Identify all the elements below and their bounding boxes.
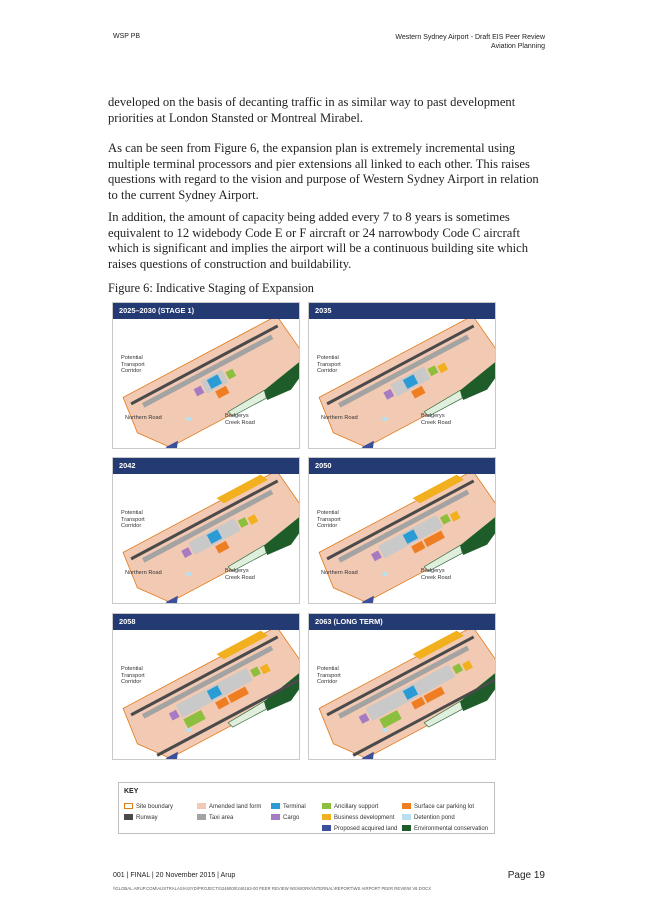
key-item [322, 825, 397, 833]
northern-road-label: Northern Road [125, 570, 162, 576]
footer-left: 001 | FINAL | 20 November 2015 | Arup [113, 872, 236, 879]
legend-label: Detention pond [414, 815, 455, 821]
northern-road-label: Northern Road [321, 570, 358, 576]
stage-title: 2063 (LONG TERM) [309, 614, 495, 630]
legend-label: Terminal [283, 804, 306, 810]
legend-swatch [271, 803, 280, 809]
key-item [322, 803, 378, 811]
legend-swatch [402, 825, 411, 831]
legend-label: Taxi area [209, 815, 234, 821]
figure-caption: Figure 6: Indicative Staging of Expansion [108, 281, 314, 295]
page-number: Page 19 [507, 870, 545, 881]
stage-title: 2042 [113, 458, 299, 474]
key-item [402, 803, 474, 811]
northern-road-label: Northern Road [321, 415, 358, 421]
header-left: WSP PB [113, 33, 141, 40]
legend-label: Runway [136, 815, 158, 821]
site-plan-map [113, 630, 299, 759]
badgerys-creek-road-label: Badgerys Creek Road [225, 568, 255, 581]
legend-label: Ancillary support [334, 804, 379, 810]
transport-corridor-label: Potential Transport Corridor [121, 510, 145, 530]
site-plan-map [309, 319, 495, 448]
header-subtitle: Aviation Planning [491, 43, 545, 50]
transport-corridor-label: Potential Transport Corridor [317, 355, 341, 375]
legend-swatch [402, 814, 411, 820]
staging-figure [112, 302, 498, 758]
legend-swatch [197, 814, 206, 820]
legend-label: Cargo [283, 815, 300, 821]
site-plan-map [113, 474, 299, 603]
legend-swatch [322, 803, 331, 809]
transport-corridor-label: Potential Transport Corridor [317, 510, 341, 530]
stage-panel [308, 457, 496, 604]
legend-label: Site boundary [136, 804, 174, 810]
legend-label: Business development [334, 815, 395, 821]
stage-title: 2035 [309, 303, 495, 319]
key-item [402, 814, 455, 822]
northern-road-label: Northern Road [125, 415, 162, 421]
paragraph-2: As can be seen from Figure 6, the expansion plan is extremely incremental using multiple terminal processors and pier extensions all linked to each other. This raises questions with regard to the vision and purpose of Western Sydney Airport in relation to the current Sydney Airport. [108, 141, 539, 202]
stage-panel [112, 302, 300, 449]
site-plan-map [309, 474, 495, 603]
key-item [322, 814, 394, 822]
header-right [395, 33, 545, 51]
figure-key [118, 782, 495, 834]
paragraph-3: In addition, the amount of capacity being added every 7 to 8 years is sometimes equivalent to 12 widebody Code E or F aircraft or 24 narrowbody Code C aircraft which is significant and implies the airport will be a continuous building site which raises questions of construction and buildability. [108, 210, 529, 271]
badgerys-creek-road-label: Badgerys Creek Road [421, 413, 451, 426]
key-item [124, 803, 173, 811]
legend-label: Amended land form [209, 804, 262, 810]
badgerys-creek-road-label: Badgerys Creek Road [225, 413, 255, 426]
legend-swatch [124, 803, 133, 809]
key-item [197, 803, 261, 811]
stage-panel [308, 302, 496, 449]
header-title: Western Sydney Airport - Draft EIS Peer Review [395, 34, 545, 41]
legend-swatch [322, 814, 331, 820]
stage-title: 2025–2030 (STAGE 1) [113, 303, 299, 319]
transport-corridor-label: Potential Transport Corridor [121, 355, 145, 375]
stage-panel [308, 613, 496, 760]
legend-swatch [402, 803, 411, 809]
key-item [402, 825, 488, 833]
legend-label: Proposed acquired land [334, 826, 398, 832]
site-plan-map [113, 319, 299, 448]
legend-swatch [271, 814, 280, 820]
stage-title: 2050 [309, 458, 495, 474]
key-title: KEY [124, 788, 139, 795]
key-item [124, 814, 158, 822]
legend-swatch [322, 825, 331, 831]
legend-label: Environmental conservation [414, 826, 489, 832]
key-item [197, 814, 233, 822]
key-item [271, 803, 306, 811]
legend-label: Surface car parking lot [414, 804, 475, 810]
stage-title: 2058 [113, 614, 299, 630]
file-path: \\GLOBAL.ARUP.COM\AUSTRALASIA\SYD\PROJECTS\246000\246163-00 PEER REVIEW WS\WORK\INTERNAL\REPORT\WS AIRPORT PEER REVIEW V8.DOCX [113, 886, 432, 891]
stage-panel [112, 613, 300, 760]
key-item [271, 814, 299, 822]
badgerys-creek-road-label: Badgerys Creek Road [421, 568, 451, 581]
legend-swatch [197, 803, 206, 809]
transport-corridor-label: Potential Transport Corridor [121, 666, 145, 686]
transport-corridor-label: Potential Transport Corridor [317, 666, 341, 686]
stage-panel [112, 457, 300, 604]
paragraph-1: developed on the basis of decanting traffic in as similar way to past development priorities at London Stansted or Montreal Mirabel. [108, 95, 516, 125]
legend-swatch [124, 814, 133, 820]
site-plan-map [309, 630, 495, 759]
